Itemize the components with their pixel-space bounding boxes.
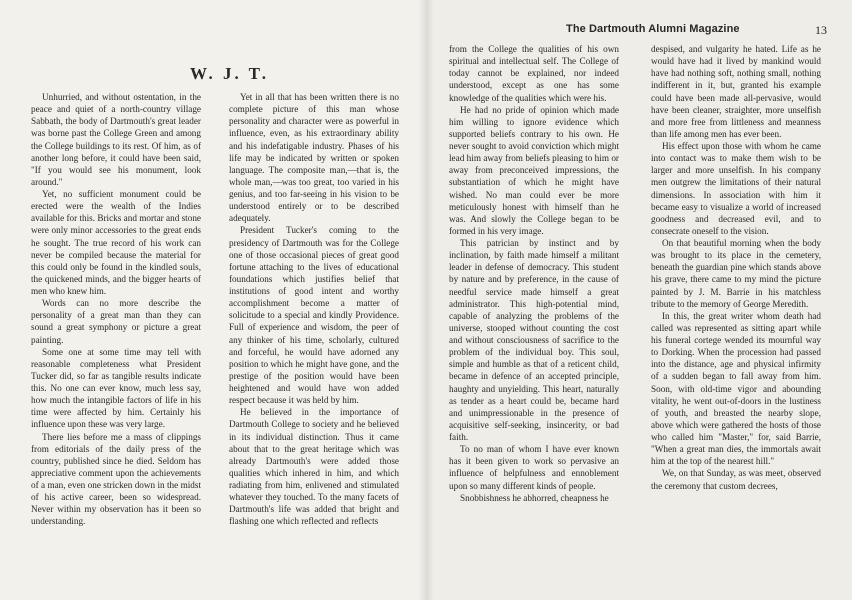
paragraph: In this, the great writer whom death had called was represented as sitting apart while his funeral cortege wended its mournful way to Dorking. When the procession had passed into the distance, age and physical infirmity of a sudden began to fall away from him. Soon, with old-time vigor and abounding vitality, he went out-of-doors in the lustiness of youth, and breasted the nearby slope, above which were gathered the hosts of those who called him "Master," for, said Barrie, "When a great man dies, the immortals await him at the top of the nearest hill." [651,310,821,467]
paragraph: Snobbishness he abhorred, cheapness he [460,492,609,503]
text-column-2 [229,91,399,528]
text-column-3 [449,43,619,504]
paragraph: President Tucker's coming to the presidency of Dartmouth was for the College one of those occasional pieces of great good fortune attaching to the lives of educational foundations which justifies belief that institutions of good intent and worthy accomplishment become a matter of solicitude to a special and kindly Providence. Full of experience and wisdom, the peer of any thinker of his time, scholarly, cultured and forceful, he would have adorned any position to which he might have gone, and the prestige of the position would have been heightened and would have won added respect because it was held by him. [229,225,399,406]
paragraph: On that beautiful morning when the body was brought to its place in the cemetery, beneath the guardian pine which stands above his grave, there came to my mind the picture painted by J. M. Barrie in his matchless tribute to the memory of George Meredith. [651,238,821,309]
page-gutter [418,0,434,600]
paragraph: To no man of whom I have ever known has it been given to work so pervasive an influence of helpfulness and ennoblement upon so many different kinds of people. [449,444,619,491]
running-head: The Dartmouth Alumni Magazine [566,23,740,35]
text-column-1 [31,91,201,528]
paragraph: Unhurried, and without ostentation, in the peace and quiet of a north-country village Sabbath, the body of Dartmouth's great leader was borne past the College Green and among the College buildings to its rest. Of him, as of another long before, it could have been said, "If you would see his monument, look around." [31,92,201,187]
paragraph: He had no pride of opinion which made him willing to ignore evidence which supported beliefs contrary to his own. He never sought to avoid conviction which might lead him away from beliefs pleasing to him or away from preconceived impressions, the substantiation of which he might have wished. No man could ever be more meticulously honest with himself than he was. And slowly the College began to be formed in his very image. [449,104,619,236]
paragraph: Words can no more describe the personality of a great man than they can sound a great symphony or picture a great painting. [31,298,201,345]
paragraph: There lies before me a mass of clippings from editorials of the daily press of the country, published since he died. Seldom has appreciative comment upon the achievements of a man, even one stricken down in the midst of his active career, been so widespread. Never within my observation has it been so understanding. [31,431,201,527]
paragraph-continued: from the College the qualities of his own spiritual and intellectual self. The College of today cannot be explained, nor indeed understood, except as one has some knowledge of the qualities which were his. [449,44,619,103]
paragraph: Yet in all that has been written there is no complete picture of this man whose personality and character were as powerful in influence, even, as his extraordinary ability and his indefatigable industry. Phases of his life may be indicated by written or spoken language. The composite man,—that is, the whole man,—was too great, too varied in his genius, and too far-seeing in his vision to be understood entirely or to be described adequately. [229,92,399,224]
paragraph: He believed in the importance of Dartmouth College to society and he believed in its individual distinction. Thus it came about that to the great heritage which was already Dartmouth's were added those qualities which inhered in him, and which radiating from him, enlivened and stimulated whatever they touched. To the many facets of Dartmouth's life was added that bright and flashing one which reflected and reflects [229,407,399,527]
paragraph: Some one at some time may tell with reasonable completeness what President Tucker did, so far as tangible results indicate this. No one can ever know, much less say, how much the intangible factors of life in his time were affected by him. Certainly his influence upon these was very large. [31,346,201,430]
paragraph: His effect upon those with whom he came into contact was to make them wish to be larger and more unselfish. In his company men outgrew the limitations of their natural dimensions. In association with him it became easy to visualize a world of increased goodness and decreased evil, and to consecrate oneself to the vision. [651,141,821,236]
text-column-4 [651,43,821,492]
paragraph: This patrician by instinct and by inclination, by faith made himself a militant leader in defense of democracy. This student by nature and by preference, in the cause of needful service made himself a great administrator. This high-potential mind, capable of analyzing the problems of the universe, stooped without counting the cost and without consciousness of sacrifice to the problem of the individual boy. This soul, simple and humble as that of a reticent child, became in defence of an accepted principle, haughty and unyielding. This heart, naturally as tender as a heart could be, became hard and unimpressionable in the presence of acquisitive self-seeking, insincerity, or bad faith. [449,238,619,442]
paragraph-continued: despised, and vulgarity he hated. Life as he would have had it lived by mankind would have had nothing soft, nothing small, nothing indifferent in it, but, granted his example could have been made all-pervasive, would have been cleaner, straighter, more unselfish and more free from littleness and meanness than life among men has ever been. [651,44,821,139]
page-number: 13 [815,23,827,37]
paragraph: We, on that Sunday, as was meet, observed the ceremony that custom decrees, [651,468,821,491]
article-title: W. J. T. [190,64,269,83]
paragraph: Yet, no sufficient monument could be erected were the wealth of the Indies available for this. Bricks and mortar and stone were only minor accessories to the great ends he sought. The true record of his work can never be compiled because the material for this could only be found in the kindled souls, the quickened minds, and the bigger hearts of men who knew him. [31,189,201,296]
